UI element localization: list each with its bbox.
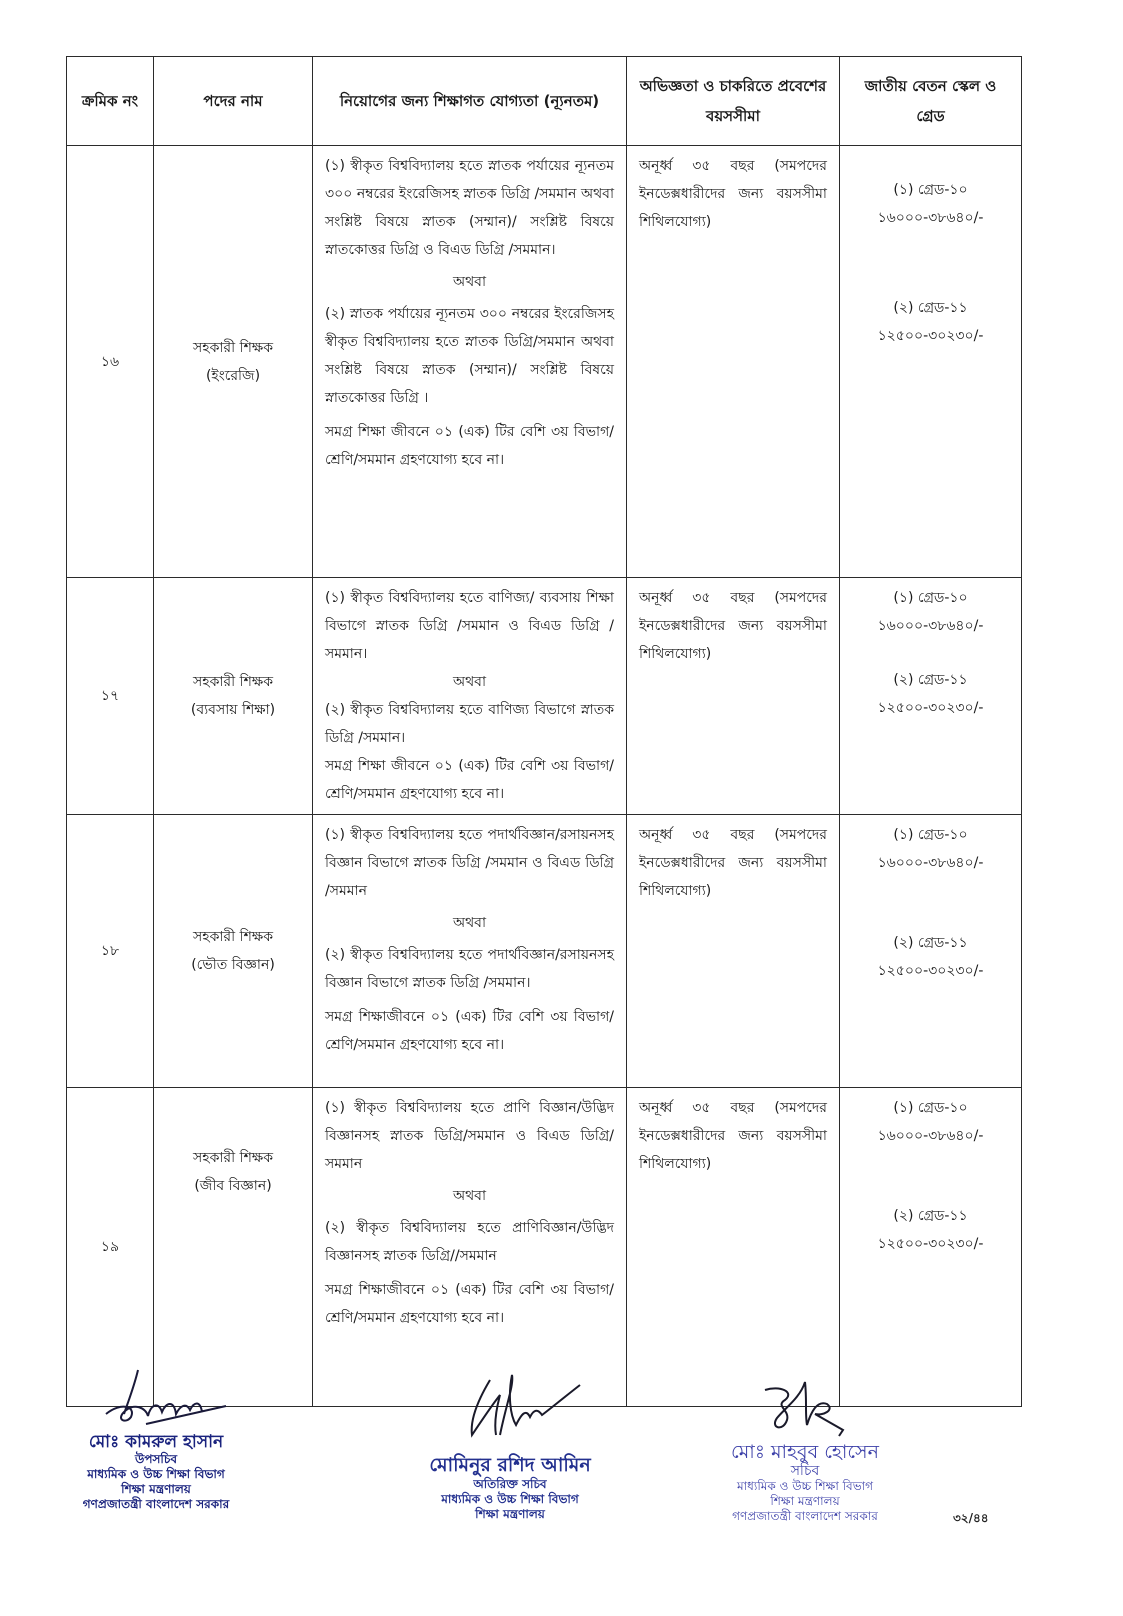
handwritten-signature-icon bbox=[430, 1365, 590, 1445]
signatory-government: গণপ্রজাতন্ত্রী বাংলাদেশ সরকার bbox=[82, 1497, 230, 1511]
pay-scale bbox=[840, 1088, 1022, 1407]
qualification bbox=[313, 815, 627, 1088]
qualification-note: সমগ্র শিক্ষা জীবনে ০১ (এক) টির বেশি ৩য় বিভাগ/শ্রেণি/সমমান গ্রহণযোগ্য হবে না। bbox=[325, 424, 614, 468]
grade-label: (২) গ্রেড-১১ bbox=[893, 300, 968, 316]
grade-label: (১) গ্রেড-১০ bbox=[893, 827, 968, 843]
qualification-or: অথবা bbox=[452, 915, 487, 931]
header-pay-scale: জাতীয় বেতন স্কেল ও গ্রেড bbox=[840, 57, 1022, 146]
post-subject: (ভৌত বিজ্ঞান) bbox=[191, 957, 275, 973]
qualification-option-2: (২) স্বীকৃত বিশ্ববিদ্যালয় হতে পদার্থবিজ্ঞান/রসায়নসহ বিজ্ঞান বিভাগে স্নাতক ডিগ্রি /সমমান। bbox=[325, 947, 614, 991]
grade-option-1 bbox=[852, 176, 1009, 232]
pay-scale bbox=[840, 146, 1022, 578]
qualification bbox=[313, 578, 627, 815]
grade-scale: ১৬০০০-৩৮৬৪০/- bbox=[877, 855, 984, 871]
qualification-option-2: (২) স্নাতক পর্যায়ের ন্যূনতম ৩০০ নম্বরের ইংরেজিসহ স্বীকৃত বিশ্ববিদ্যালয় হতে স্নাতক ডিগ্রি/সমমান অথবা সংশ্লিষ্ট বিষয়ে স্নাতক (সম্মান)/ সংশ্লিষ্ট বিষয়ে স্নাতকোত্তর ডিগ্রি । bbox=[325, 306, 614, 406]
signatory-designation: উপসচিব bbox=[134, 1452, 177, 1466]
grade-scale: ১৬০০০-৩৮৬৪০/- bbox=[877, 1128, 984, 1144]
grade-option-2 bbox=[852, 666, 1009, 722]
grade-label: (২) গ্রেড-১১ bbox=[893, 935, 968, 951]
grade-label: (২) গ্রেড-১১ bbox=[893, 1208, 968, 1224]
recruitment-qualification-table bbox=[66, 56, 1022, 1407]
qualification-or: অথবা bbox=[452, 1188, 487, 1204]
age-limit: অনূর্ধ্ব ৩৫ বছর (সমপদের ইনডেক্সধারীদের জন্য বয়সসীমা শিথিলযোগ্য) bbox=[627, 146, 840, 578]
qualification-option-1: (১) স্বীকৃত বিশ্ববিদ্যালয় হতে স্নাতক পর্যায়ের ন্যূনতম ৩০০ নম্বরের ইংরেজিসহ স্নাতক ডিগ্রি /সমমান অথবা সংশ্লিষ্ট বিষয়ে স্নাতক (সম্মান)/ সংশ্লিষ্ট বিষয়ে স্নাতকোত্তর ডিগ্রি ও বিএড ডিগ্রি /সমমান। bbox=[325, 158, 614, 258]
signatory-name: মোঃ মাহবুব হোসেন bbox=[731, 1441, 879, 1463]
age-limit: অনূর্ধ্ব ৩৫ বছর (সমপদের ইনডেক্সধারীদের জন্য বয়সসীমা শিথিলযোগ্য) bbox=[627, 578, 840, 815]
signatory-ministry: শিক্ষা মন্ত্রণালয় bbox=[475, 1507, 545, 1521]
header-age-limit: অভিজ্ঞতা ও চাকরিতে প্রবেশের বয়সসীমা bbox=[627, 57, 840, 146]
qualification-note: সমগ্র শিক্ষা জীবনে ০১ (এক) টির বেশি ৩য় বিভাগ/শ্রেণি/সমমান গ্রহণযোগ্য হবে না। bbox=[325, 758, 614, 802]
grade-label: (২) গ্রেড-১১ bbox=[893, 672, 968, 688]
post-name bbox=[154, 815, 313, 1088]
signatory-government: গণপ্রজাতন্ত্রী বাংলাদেশ সরকার bbox=[732, 1509, 878, 1523]
serial-number: ১৯ bbox=[67, 1088, 154, 1407]
qualification-or: অথবা bbox=[452, 274, 487, 290]
serial-number: ১৮ bbox=[67, 815, 154, 1088]
signatory-name: মোঃ কামরুল হাসান bbox=[88, 1432, 224, 1452]
signature-block-additional-secretary bbox=[380, 1365, 640, 1522]
qualification-note: সমগ্র শিক্ষাজীবনে ০১ (এক) টির বেশি ৩য় বিভাগ/শ্রেণি/সমমান গ্রহণযোগ্য হবে না। bbox=[325, 1009, 614, 1053]
grade-scale: ১৬০০০-৩৮৬৪০/- bbox=[877, 210, 984, 226]
qualification-or: অথবা bbox=[452, 674, 487, 690]
grade-scale: ১২৫০০-৩০২৩০/- bbox=[877, 328, 984, 344]
post-title: সহকারী শিক্ষক bbox=[192, 674, 274, 690]
qualification bbox=[313, 146, 627, 578]
qualification-option-1: (১) স্বীকৃত বিশ্ববিদ্যালয় হতে পদার্থবিজ্ঞান/রসায়নসহ বিজ্ঞান বিভাগে স্নাতক ডিগ্রি /সমমান ও বিএড ডিগ্রি /সমমান bbox=[325, 827, 614, 899]
signatory-designation: সচিব bbox=[790, 1463, 820, 1479]
grade-option-1 bbox=[852, 1094, 1009, 1150]
grade-label: (১) গ্রেড-১০ bbox=[893, 182, 968, 198]
qualification bbox=[313, 1088, 627, 1407]
table-header-row bbox=[67, 57, 1022, 146]
post-name bbox=[154, 1088, 313, 1407]
signature-block-secretary bbox=[680, 1370, 930, 1524]
post-name bbox=[154, 578, 313, 815]
signatory-designation: অতিরিক্ত সচিব bbox=[473, 1477, 547, 1491]
post-title: সহকারী শিক্ষক bbox=[192, 339, 274, 356]
qualification-note: সমগ্র শিক্ষাজীবনে ০১ (এক) টির বেশি ৩য় বিভাগ/শ্রেণি/সমমান গ্রহণযোগ্য হবে না। bbox=[325, 1282, 614, 1326]
header-post-name: পদের নাম bbox=[154, 57, 313, 146]
grade-scale: ১২৫০০-৩০২৩০/- bbox=[877, 963, 984, 979]
grade-option-2 bbox=[852, 929, 1009, 985]
post-subject: (ইংরেজি) bbox=[205, 367, 261, 384]
grade-label: (১) গ্রেড-১০ bbox=[893, 590, 968, 606]
signatory-division: মাধ্যমিক ও উচ্চ শিক্ষা বিভাগ bbox=[87, 1467, 225, 1481]
grade-scale: ১২৫০০-৩০২৩০/- bbox=[877, 1236, 984, 1252]
signatory-name: মোমিনুর রশিদ আমিন bbox=[429, 1454, 591, 1476]
age-limit: অনূর্ধ্ব ৩৫ বছর (সমপদের ইনডেক্সধারীদের জন্য বয়সসীমা শিথিলযোগ্য) bbox=[627, 1088, 840, 1407]
serial-number: ১৬ bbox=[67, 146, 154, 578]
grade-option-2 bbox=[852, 1202, 1009, 1258]
qualification-option-2: (২) স্বীকৃত বিশ্ববিদ্যালয় হতে বাণিজ্য বিভাগে স্নাতক ডিগ্রি /সমমান। bbox=[325, 702, 614, 746]
table-row bbox=[67, 146, 1022, 578]
signatory-division: মাধ্যমিক ও উচ্চ শিক্ষা বিভাগ bbox=[441, 1492, 579, 1506]
post-title: সহকারী শিক্ষক bbox=[192, 1150, 274, 1166]
age-limit: অনূর্ধ্ব ৩৫ বছর (সমপদের ইনডেক্সধারীদের জন্য বয়সসীমা শিথিলযোগ্য) bbox=[627, 815, 840, 1088]
pay-scale bbox=[840, 578, 1022, 815]
grade-scale: ১৬০০০-৩৮৬৪০/- bbox=[877, 618, 984, 634]
table-row bbox=[67, 815, 1022, 1088]
signatory-ministry: শিক্ষা মন্ত্রণালয় bbox=[121, 1482, 191, 1496]
handwritten-signature-icon bbox=[745, 1370, 865, 1440]
signature-block-deputy-secretary bbox=[36, 1362, 276, 1512]
header-serial: ক্রমিক নং bbox=[67, 57, 154, 146]
qualification-option-1: (১) স্বীকৃত বিশ্ববিদ্যালয় হতে বাণিজ্য/ ব্যবসায় শিক্ষা বিভাগে স্নাতক ডিগ্রি /সমমান ও বিএড ডিগ্রি /সমমান। bbox=[325, 590, 614, 662]
post-title: সহকারী শিক্ষক bbox=[192, 929, 274, 945]
post-subject: (ব্যবসায় শিক্ষা) bbox=[190, 702, 276, 718]
signatory-ministry: শিক্ষা মন্ত্রণালয় bbox=[770, 1494, 840, 1508]
signatory-division: মাধ্যমিক ও উচ্চ শিক্ষা বিভাগ bbox=[736, 1479, 874, 1493]
qualification-option-1: (১) স্বীকৃত বিশ্ববিদ্যালয় হতে প্রাণি বিজ্ঞান/উদ্ভিদ বিজ্ঞানসহ স্নাতক ডিগ্রি/সমমান ও বিএড ডিগ্রি/সমমান bbox=[325, 1100, 614, 1172]
grade-option-2 bbox=[852, 294, 1009, 350]
post-subject: (জীব বিজ্ঞান) bbox=[194, 1178, 272, 1194]
qualification-option-2: (২) স্বীকৃত বিশ্ববিদ্যালয় হতে প্রাণিবিজ্ঞান/উদ্ভিদ বিজ্ঞানসহ স্নাতক ডিগ্রি//সমমান bbox=[325, 1220, 614, 1264]
grade-option-1 bbox=[852, 584, 1009, 640]
header-qualification: নিয়োগের জন্য শিক্ষাগত যোগ্যতা (ন্যূনতম) bbox=[313, 57, 627, 146]
post-name bbox=[154, 146, 313, 578]
page-number: ৩২/৪৪ bbox=[953, 1511, 989, 1525]
table-row bbox=[67, 578, 1022, 815]
table-row bbox=[67, 1088, 1022, 1407]
handwritten-signature-icon bbox=[76, 1362, 236, 1432]
pay-scale bbox=[840, 815, 1022, 1088]
grade-label: (১) গ্রেড-১০ bbox=[893, 1100, 968, 1116]
grade-option-1 bbox=[852, 821, 1009, 877]
grade-scale: ১২৫০০-৩০২৩০/- bbox=[877, 700, 984, 716]
serial-number: ১৭ bbox=[67, 578, 154, 815]
